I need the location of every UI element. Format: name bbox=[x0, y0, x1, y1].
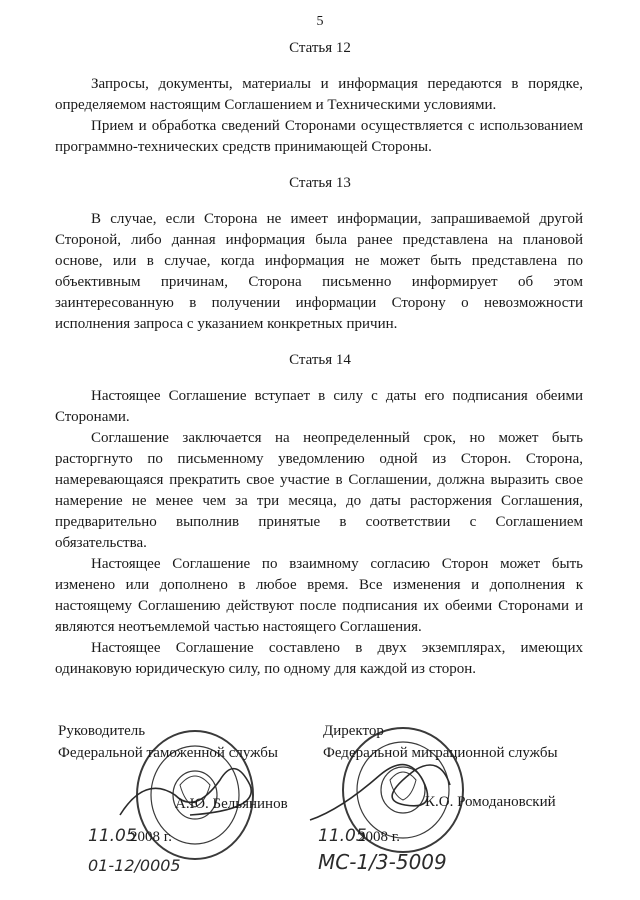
article-heading: Статья 14 bbox=[289, 352, 351, 368]
left-date-handwritten: 11.05 bbox=[88, 826, 137, 846]
right-registration-number: МС-1/3-5009 bbox=[318, 850, 447, 874]
paragraph: В случае, если Сторона не имеет информации, запрашиваемой другой Стороной, либо данная информация была ранее представлена на плановой основе, или в случае, когда информация не может быть представлена по объективным причинам, Сторона письменно информирует об этом заинтересованную в получении информации Сторону о невозможности исполнения запроса с указанием конкретных причин. bbox=[55, 211, 583, 332]
paragraph: Настоящее Соглашение вступает в силу с даты его подписания обеими Сторонами. bbox=[55, 388, 583, 425]
paragraph: Соглашение заключается на неопределенный срок, но может быть расторгнуто по письменному уведомлению одной из Сторон. Сторона, намеревающаяся прекратить свое участие в Соглашении, должна выразить свое намерение не менее чем за три месяца, до даты расторжения Соглашения, предварительно выполнив принятые в соответствии с Соглашением обязательства. bbox=[55, 430, 583, 551]
paragraph: Настоящее Соглашение составлено в двух экземплярах, имеющих одинаковую юридическую силу, по одному для каждой из сторон. bbox=[55, 640, 583, 677]
paragraph: Прием и обработка сведений Сторонами осуществляется с использованием программно-технических средств принимающей Стороны. bbox=[55, 118, 583, 155]
paragraph: Настоящее Соглашение по взаимному согласию Сторон может быть изменено или дополнено в любое время. Все изменения и дополнения к настоящему Соглашению действуют после подписания их обеими Сторонами и являются неотъемлемой частью настоящего Соглашения. bbox=[55, 556, 583, 635]
right-signer-title: Директор bbox=[323, 723, 384, 739]
article-heading: Статья 12 bbox=[289, 40, 351, 56]
right-date-printed: 2008 г. bbox=[358, 829, 400, 845]
right-date-handwritten: 11.05 bbox=[318, 826, 367, 846]
page-number: 5 bbox=[316, 14, 324, 29]
paragraph: Запросы, документы, материалы и информация передаются в порядке, определяемом настоящим Соглашением и Техническими условиями. bbox=[55, 76, 583, 113]
left-signer-name: А.Ю. Бельянинов bbox=[175, 796, 288, 812]
left-signer-title: Руководитель bbox=[58, 723, 146, 739]
right-signer-organization: Федеральной миграционной службы bbox=[323, 745, 558, 761]
left-signer-organization: Федеральной таможенной службы bbox=[58, 745, 279, 761]
left-date-printed: 2008 г. bbox=[130, 829, 172, 845]
right-signer-name: К.О. Ромодановский bbox=[425, 794, 556, 810]
article-heading: Статья 13 bbox=[289, 175, 351, 191]
left-registration-number: 01-12/0005 bbox=[88, 856, 181, 875]
